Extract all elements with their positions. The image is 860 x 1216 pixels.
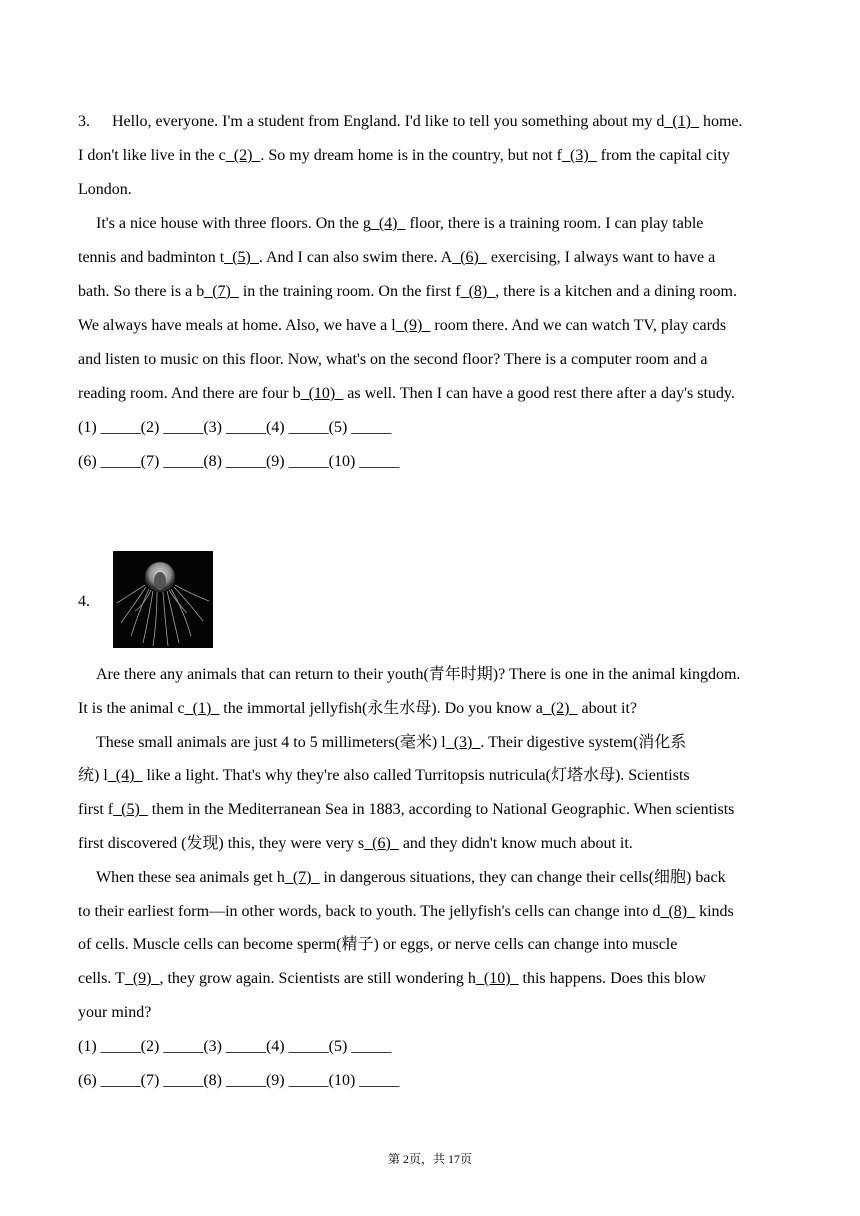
q4-line-6: first discovered (发现) this, they were very s_(6)_ and they didn't know much about it.: [78, 835, 633, 852]
q4-line-4: 统) l_(4)_ like a light. That's why they're also called Turritopsis nutricula(灯塔水母). Scientists: [78, 767, 690, 784]
q4-line-9: of cells. Muscle cells can become sperm(精子) or eggs, or nerve cells can change into muscle: [78, 936, 678, 953]
blank: _(2)_: [542, 700, 578, 717]
q3-line-5: tennis and badminton t_(5)_. And I can also swim there. A_(6)_ exercising, I always want to have a: [78, 249, 716, 266]
blank: _(7)_: [284, 869, 320, 886]
q4-line-3: These small animals are just 4 to 5 millimeters(毫米) l_(3)_. Their digestive system(消化系: [96, 734, 687, 751]
q4-line-8: to their earliest form—in other words, back to youth. The jellyfish's cells can change into d_(8)_ kinds: [78, 903, 734, 920]
blank: _(2)_: [225, 147, 261, 164]
q3-line-4: It's a nice house with three floors. On the g_(4)_ floor, there is a training room. I can play table: [96, 215, 704, 232]
blank: _(1)_: [664, 113, 699, 130]
q3-line-6: bath. So there is a b_(7)_ in the training room. On the first f_(8)_, there is a kitchen and a dining room.: [78, 283, 737, 300]
q4-line-1: Are there any animals that can return to their youth(青年时期)? There is one in the animal kingdom.: [96, 666, 741, 683]
blank: _(6)_: [452, 249, 487, 266]
q4-line-5: first f_(5)_ them in the Mediterranean Sea in 1883, according to National Geographic. When scientists: [78, 801, 735, 818]
q4-line-7: When these sea animals get h_(7)_ in dangerous situations, they can change their cells(细胞) back: [96, 869, 726, 886]
q4-line-2: It is the animal c_(1)_ the immortal jellyfish(永生水母). Do you know a_(2)_ about it?: [78, 700, 638, 717]
blank: _(6)_: [364, 835, 399, 852]
q4-answer-row-2: (6) _____(7) _____(8) _____(9) _____(10) _____: [78, 1072, 400, 1089]
q4-answer-row-1: (1) _____(2) _____(3) _____(4) _____(5) _____: [78, 1038, 392, 1055]
blank: _(5)_: [113, 801, 148, 818]
q3-number: 3.: [78, 113, 90, 130]
blank: _(3)_: [561, 147, 597, 164]
blank: _(10)_: [475, 970, 519, 987]
page-footer: 第 2页，共 17页: [387, 1152, 472, 1166]
blank: _(1)_: [184, 700, 220, 717]
blank: _(3)_: [445, 734, 481, 751]
blank: _(10)_: [300, 385, 344, 402]
q4-line-10: cells. T_(9)_, they grow again. Scientists are still wondering h_(10)_ this happens. Does this blow: [78, 970, 707, 987]
q3-line-9: reading room. And there are four b_(10)_ as well. Then I can have a good rest there after a day's study.: [78, 385, 735, 402]
q3-answer-row-1: (1) _____(2) _____(3) _____(4) _____(5) _____: [78, 419, 392, 436]
q3-line-7: We always have meals at home. Also, we have a l_(9)_ room there. And we can watch TV, play cards: [78, 317, 727, 334]
q3-answer-row-2: (6) _____(7) _____(8) _____(9) _____(10) _____: [78, 453, 400, 470]
blank: _(4)_: [370, 215, 406, 232]
jellyfish-image: [113, 551, 213, 648]
q4-number: 4.: [78, 593, 90, 610]
q3-line-2: I don't like live in the c_(2)_. So my dream home is in the country, but not f_(3)_ from the capital city: [78, 147, 730, 164]
jellyfish-photo: [113, 551, 213, 648]
blank: _(9)_: [124, 970, 160, 987]
blank: _(9)_: [395, 317, 431, 334]
q3-line-1: 3. Hello, everyone. I'm a student from England. I'd like to tell you something about my d_(1)_ home.: [78, 113, 743, 130]
blank: _(8)_: [460, 283, 496, 300]
q4-line-11: your mind?: [78, 1004, 152, 1021]
blank: _(4)_: [107, 767, 143, 784]
q3-line-3: London.: [78, 181, 132, 198]
blank: _(5)_: [224, 249, 259, 266]
blank: _(8)_: [660, 903, 696, 920]
q3-line-8: and listen to music on this floor. Now, what's on the second floor? There is a computer room and a: [78, 351, 708, 368]
blank: _(7)_: [204, 283, 239, 300]
